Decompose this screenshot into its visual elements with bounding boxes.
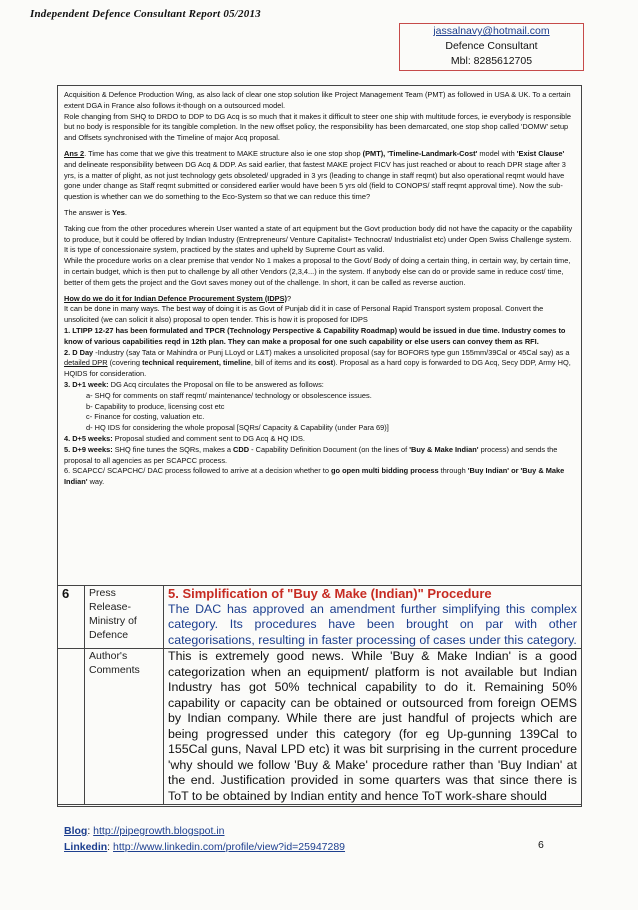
news-title: 5. Simplification of "Buy & Make (Indian)" Procedure [168, 586, 492, 601]
section-how: How do we do it for Indian Defence Procurement System (IDPS)? It can be done in many ways. The best way of doing it is as Govt of Punjab did it in case of Personal Rapid Transport system proposal. Convert the unsolicited (we can solicit it also) proposal to open tender. This is how it is proposed for IDPS 1. LTIPP 12-27 has been formulated and TPCR (Technology Perspective & Capability Roadmap) would be issued in due time. Industry comes to know of various capabilities reqd in 12th plan. They can make a proposal for one such capability or else users can convey them as RFI. 2. D Day -Industry (say Tata or Mahindra or Punj LLoyd or L&T) makes a unsolicited proposal (say for BOFORS type gun 155mm/39Cal or 45Cal say) as a detailed DPR (covering technical requirement, timeline, bill of items and its cost). Proposal as a hard copy is forwarded to DG Acq, Secy DDP, Army HQ, HQIDS for consideration. 3. D+1 week: DG Acq circulates the Proposal on file to be answered as follows: a- SHQ for comments on staff reqmt/ maintenance/ technology or obsolescence issues. b- Capability to produce, licensing cost etc c- Finance for costing, valuation etc. d- HQ IDS for considering the whole proposal [SQRs/ Capacity & Capability (under Para 69)] 4. D+5 weeks: Proposal studied and comment sent to DG Acq & HQ IDS. 5. D+9 weeks: SHQ fine tunes the SQRs, makes a CDD - Capability Definition Document (on the lines of 'Buy & Make Indian' process) and sends the proposal to all agencies as per SCAPCC process. 6. SCAPCC/ SCAPCHC/ DAC process followed to arrive at a decision whether to go open multi bidding process through 'Buy Indian' or 'Buy & Make Indian' way. [64, 293, 571, 487]
page-number: 6 [538, 839, 544, 851]
row-number: 6 [58, 586, 85, 649]
list-item: 4. D+5 weeks: Proposal studied and comment sent to DG Acq & HQ IDS. [64, 433, 305, 443]
body-text [64, 90, 574, 488]
author-comment-cell: This is extremely good news. While 'Buy & Make Indian' is a good categorization when an equipment/ platform is not available but Indian Industry has got 50% technical capability to do it. Remaining 50% capability or capacity can be obtained or outsourced from foreign OEMS by Indian company. While there are just handful of projects which are being progressed under this category (for eg Up-gunning 139Cal to 155Cal guns, Naval LPD etc) it was bit surprising in the current procedure 'why should we follow 'Buy & Make' procedure rather than 'Buy Indian' at the end. Justification provided in some quarters was that since there is ToT to be obtained by Indian entity and hence ToT work-share should [164, 649, 582, 805]
news-table [57, 585, 582, 805]
list-item: 1. LTIPP 12-27 has been formulated and TPCR (Technology Perspective & Capability Roadmap) would be issued in due time. Industry comes to know of various capabilities reqd in 12th plan. They can make a proposal for one such capability or else users can convey them as RFI. [64, 325, 566, 346]
source-cell: Author's Comments [85, 649, 164, 805]
linkedin-link[interactable]: http://www.linkedin.com/profile/view?id=25947289 [113, 841, 346, 853]
sub-item: d- HQ IDS for considering the whole proposal [SQRs/ Capacity & Capability (under Para 69)] [86, 423, 389, 433]
blog-link[interactable]: http://pipegrowth.blogspot.in [93, 825, 225, 837]
contact-email-link[interactable]: jassalnavy@hotmail.com [433, 25, 550, 37]
table-row [58, 649, 582, 805]
footer [64, 823, 345, 855]
paragraph-ans2: Ans 2. Time has come that we give this treatment to MAKE structure also ie one stop shop (PMT), 'Timeline-Landmark-Cost' model with 'Exist Clause' and delineate responsibility between DG Acq & DDP. As said earlier, that fastest MAKE project FICV has just reached or about to reach DPR stage after 3 yrs, is a matter of plight, as not just technology gets obsoleted/ upgraded in 3 yrs (leading to change in staff reqmt) but also operational reqmt would have gone under change as Staff reqmt submitted or considered earlier would have been 5 yrs old (field to CONOPS/ staff reqmt approval time). Now the sub-question is whether can we do something to the Eco-System so that we can reduce this time? [64, 148, 566, 202]
paragraph: Taking cue from the other procedures wherein User wanted a state of art equipment but the Govt production body did not have the capacity or the capability to produce, but it could be offered by Indian Industry (Entrepreneurs/ Venture Capitalist+ Technocrat/ Industrialist etc) under Open Swiss Challenge system. It is type of concessionaire system, practiced by the states and upheld by Supreme Court as valid. While the procedure works on a clear premise that vendor No 1 makes a proposal to the Govt/ Body of doing a certain thing, in certain way, by certain time, in certain budget, which is then put to challenge by all other Vendors (2,3,4...) in the system. If anybody else can do or provide same in reduce cost/ time, better of them gets the project and the Govt saves money out of the challenge. In short, it can be called as reverse auction. [64, 223, 573, 287]
list-item: 6. SCAPCC/ SCAPCHC/ DAC process followed to arrive at a decision whether to go open multi bidding process through 'Buy Indian' or 'Buy & Make Indian' way. [64, 466, 565, 487]
contact-box [399, 23, 584, 71]
table-row [58, 586, 582, 649]
linkedin-line: Linkedin: http://www.linkedin.com/profile/view?id=25947289 [64, 841, 346, 853]
sub-item: a- SHQ for comments on staff reqmt/ maintenance/ technology or obsolescence issues. [86, 390, 372, 400]
press-release-cell [164, 586, 582, 649]
report-title: Independent Defence Consultant Report 05/2013 [30, 8, 261, 20]
contact-role: Defence Consultant [445, 40, 538, 52]
list-item: 3. D+1 week: DG Acq circulates the Proposal on file to be answered as follows: [64, 379, 324, 389]
source-cell: Press Release-Ministry of Defence [85, 586, 164, 649]
sub-item: b- Capability to produce, licensing cost etc [86, 401, 225, 411]
paragraph: Acquisition & Defence Production Wing, as also lack of clear one stop solution like Project Management Team (PMT) as followed in USA & UK. To a certain extent DGA in France also follows it-though on a outsourced model. Role changing from SHQ to DRDO to DDP to DG Acq is so much that it makes it difficult to steer one ship with multitude forces, ie everybody is responsible but no body is responsible for its tangible completion. In the new offset policy, the responsibility has been demarcated, one stop shop called 'DOMW' setup and Offsets synchronised with the Timeline of major Acq proposal. [64, 90, 572, 143]
contact-mobile: Mbl: 8285612705 [450, 55, 533, 67]
blog-label: Blog [64, 825, 88, 837]
news-text: The DAC has approved an amendment further simplifying this complex category. Its procedures have been brought on par with other categorisations, resulting in faster processing of cases under this category. [168, 601, 577, 647]
section-heading: How do we do it for Indian Defence Procurement System (IDPS) [64, 293, 287, 303]
list-item: 5. D+9 weeks: SHQ fine tunes the SQRs, makes a CDD - Capability Definition Document (on the lines of 'Buy & Make Indian' process) and sends the proposal to all agencies as per SCAPCC process. [64, 444, 558, 465]
sub-item: c- Finance for costing, valuation etc. [86, 412, 205, 422]
list-item: 2. D Day -Industry (say Tata or Mahindra or Punj LLoyd or L&T) makes a unsolicited proposal (say for BOFORS type gun 155mm/39Cal or 45Cal say) as a detailed DPR (covering technical requirement, timeline, bill of items and its cost). Proposal as a hard copy is forwarded to DG Acq, Secy DDP, Army HQ, HQIDS for consideration. [64, 347, 571, 379]
paragraph-answer: The answer is Yes. [64, 207, 127, 217]
linkedin-label: Linkedin [64, 841, 108, 853]
blog-line: Blog: http://pipegrowth.blogspot.in [64, 825, 225, 837]
